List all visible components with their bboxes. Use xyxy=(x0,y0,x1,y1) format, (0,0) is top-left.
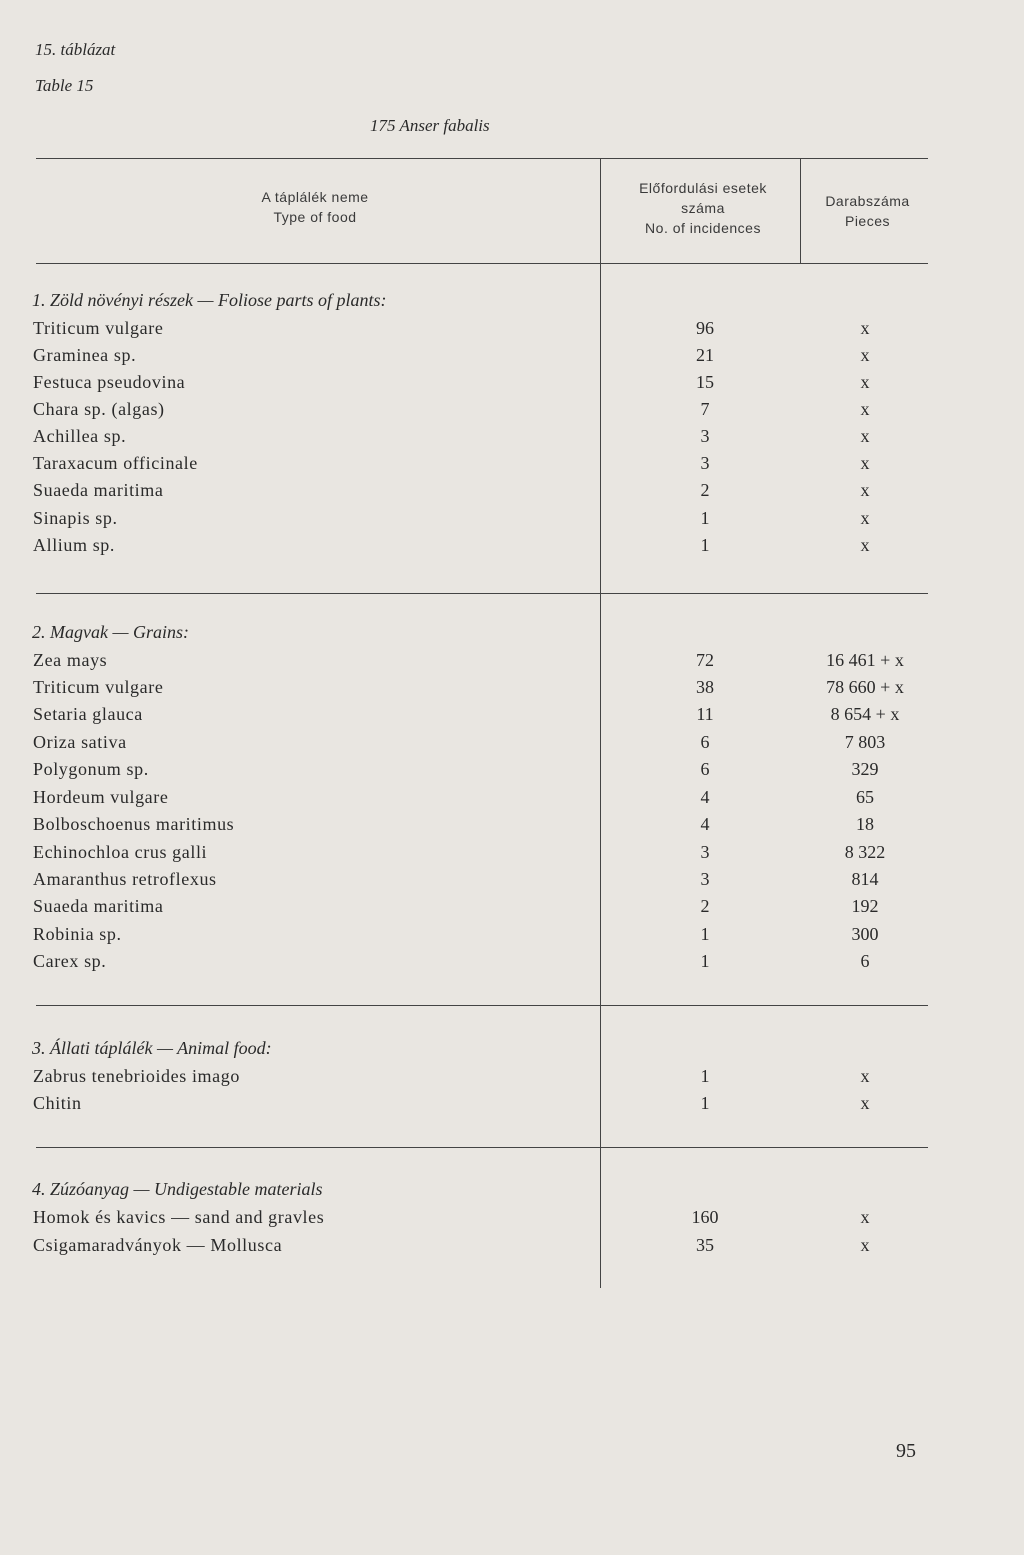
food-name: Allium sp. xyxy=(33,535,116,555)
table-row xyxy=(0,677,1024,704)
page-number: 95 xyxy=(896,1440,916,1462)
table-row xyxy=(0,480,1024,507)
table-row xyxy=(0,1235,1024,1262)
incidence-count: 1 xyxy=(700,1066,710,1086)
incidence-count: 4 xyxy=(700,787,710,807)
incidence-count: 2 xyxy=(700,480,710,500)
incidence-count: 1 xyxy=(700,535,710,555)
food-name: Chitin xyxy=(33,1093,82,1113)
section-title-animal-food: 3. Állati táplálék — Animal food: xyxy=(32,1038,272,1058)
table-row xyxy=(0,896,1024,923)
piece-count: x xyxy=(860,399,870,419)
section-rule-2 xyxy=(36,1005,928,1006)
incidence-count: 3 xyxy=(700,842,710,862)
section-title-grains: 2. Magvak — Grains: xyxy=(32,622,189,642)
piece-count: x xyxy=(860,1235,870,1255)
piece-count: 6 xyxy=(860,951,870,971)
incidence-count: 15 xyxy=(696,372,714,392)
piece-count: 329 xyxy=(851,759,879,779)
incidence-count: 3 xyxy=(700,869,710,889)
column-divider-2 xyxy=(800,158,801,263)
incidence-count: 96 xyxy=(696,318,714,338)
incidence-count: 4 xyxy=(700,814,710,834)
incidence-count: 3 xyxy=(700,426,710,446)
table-row xyxy=(0,399,1024,426)
food-name: Carex sp. xyxy=(33,951,107,971)
incidence-count: 7 xyxy=(700,399,710,419)
food-name: Achillea sp. xyxy=(33,426,127,446)
piece-count: x xyxy=(860,535,870,555)
header-incidences-hu-1: Előfordulási esetek xyxy=(639,180,767,196)
section-title-foliose: 1. Zöld növényi részek — Foliose parts of plants: xyxy=(32,290,387,310)
table-row xyxy=(0,924,1024,951)
incidence-count: 160 xyxy=(691,1207,719,1227)
food-name: Oriza sativa xyxy=(33,732,127,752)
table-title: 175 Anser fabalis xyxy=(370,116,490,135)
piece-count: x xyxy=(860,1207,870,1227)
table-row xyxy=(0,814,1024,841)
table-row xyxy=(0,842,1024,869)
table-row xyxy=(0,732,1024,759)
piece-count: x xyxy=(860,426,870,446)
table-row xyxy=(0,650,1024,677)
header-incidences-en: No. of incidences xyxy=(645,220,761,236)
table-row xyxy=(0,318,1024,345)
header-type-of-food-en: Type of food xyxy=(273,209,357,225)
table-row xyxy=(0,1093,1024,1120)
piece-count: 65 xyxy=(856,787,874,807)
incidence-count: 1 xyxy=(700,508,710,528)
table-row xyxy=(0,508,1024,535)
header-incidences-hu-2: száma xyxy=(681,200,725,216)
header-bottom-rule xyxy=(36,263,928,264)
food-name: Taraxacum officinale xyxy=(33,453,198,473)
incidence-count: 2 xyxy=(700,896,710,916)
food-name: Sinapis sp. xyxy=(33,508,118,528)
food-name: Chara sp. (algas) xyxy=(33,399,165,419)
food-name: Csigamaradványok — Mollusca xyxy=(33,1235,283,1255)
table-number-english: Table 15 xyxy=(35,76,94,95)
piece-count: x xyxy=(860,453,870,473)
incidence-count: 1 xyxy=(700,951,710,971)
piece-count: x xyxy=(860,1066,870,1086)
food-name: Robinia sp. xyxy=(33,924,122,944)
piece-count: x xyxy=(860,318,870,338)
food-name: Echinochloa crus galli xyxy=(33,842,208,862)
table-row xyxy=(0,426,1024,453)
incidence-count: 1 xyxy=(700,924,710,944)
incidence-count: 72 xyxy=(696,650,714,670)
table-row xyxy=(0,704,1024,731)
piece-count: x xyxy=(860,1093,870,1113)
food-name: Triticum vulgare xyxy=(33,318,164,338)
food-name: Graminea sp. xyxy=(33,345,137,365)
food-name: Festuca pseudovina xyxy=(33,372,186,392)
food-name: Triticum vulgare xyxy=(33,677,164,697)
incidence-count: 21 xyxy=(696,345,714,365)
section-rule-1 xyxy=(36,593,928,594)
piece-count: 192 xyxy=(851,896,879,916)
food-name: Homok és kavics — sand and gravles xyxy=(33,1207,325,1227)
piece-count: x xyxy=(860,508,870,528)
incidence-count: 11 xyxy=(696,704,714,724)
table-top-rule xyxy=(36,158,928,159)
section-title-undigestable: 4. Zúzóanyag — Undigestable materials xyxy=(32,1179,323,1199)
table-row xyxy=(0,951,1024,978)
piece-count: 7 803 xyxy=(844,732,886,752)
food-name: Hordeum vulgare xyxy=(33,787,169,807)
header-pieces-hu: Darabszáma xyxy=(825,193,910,209)
incidence-count: 35 xyxy=(696,1235,714,1255)
food-name: Zea mays xyxy=(33,650,108,670)
piece-count: x xyxy=(860,345,870,365)
piece-count: 78 660 + x xyxy=(826,677,904,697)
food-name: Setaria glauca xyxy=(33,704,143,724)
piece-count: 16 461 + x xyxy=(826,650,904,670)
piece-count: 8 322 xyxy=(844,842,886,862)
food-name: Suaeda maritima xyxy=(33,896,164,916)
piece-count: 814 xyxy=(851,869,879,889)
table-row xyxy=(0,345,1024,372)
header-pieces-en: Pieces xyxy=(844,213,891,229)
header-type-of-food xyxy=(200,187,430,227)
table-row xyxy=(0,372,1024,399)
header-incidences xyxy=(606,178,800,238)
food-name: Zabrus tenebrioides imago xyxy=(33,1066,240,1086)
table-row xyxy=(0,1066,1024,1093)
piece-count: 8 654 + x xyxy=(830,704,900,724)
piece-count: x xyxy=(860,480,870,500)
table-row xyxy=(0,759,1024,786)
food-name: Amaranthus retroflexus xyxy=(33,869,217,889)
table-row xyxy=(0,787,1024,814)
header-pieces xyxy=(805,191,930,231)
food-name: Bolboschoenus maritimus xyxy=(33,814,235,834)
table-number-hungarian: 15. táblázat xyxy=(35,40,116,59)
incidence-count: 6 xyxy=(700,732,710,752)
piece-count: 300 xyxy=(851,924,879,944)
table-row xyxy=(0,1207,1024,1234)
section-rule-3 xyxy=(36,1147,928,1148)
incidence-count: 3 xyxy=(700,453,710,473)
piece-count: x xyxy=(860,372,870,392)
incidence-count: 1 xyxy=(700,1093,710,1113)
header-type-of-food-hu: A táplálék neme xyxy=(261,189,369,205)
table-row xyxy=(0,453,1024,480)
food-name: Suaeda maritima xyxy=(33,480,164,500)
table-row xyxy=(0,535,1024,562)
piece-count: 18 xyxy=(856,814,874,834)
incidence-count: 38 xyxy=(696,677,714,697)
incidence-count: 6 xyxy=(700,759,710,779)
food-name: Polygonum sp. xyxy=(33,759,149,779)
table-row xyxy=(0,869,1024,896)
